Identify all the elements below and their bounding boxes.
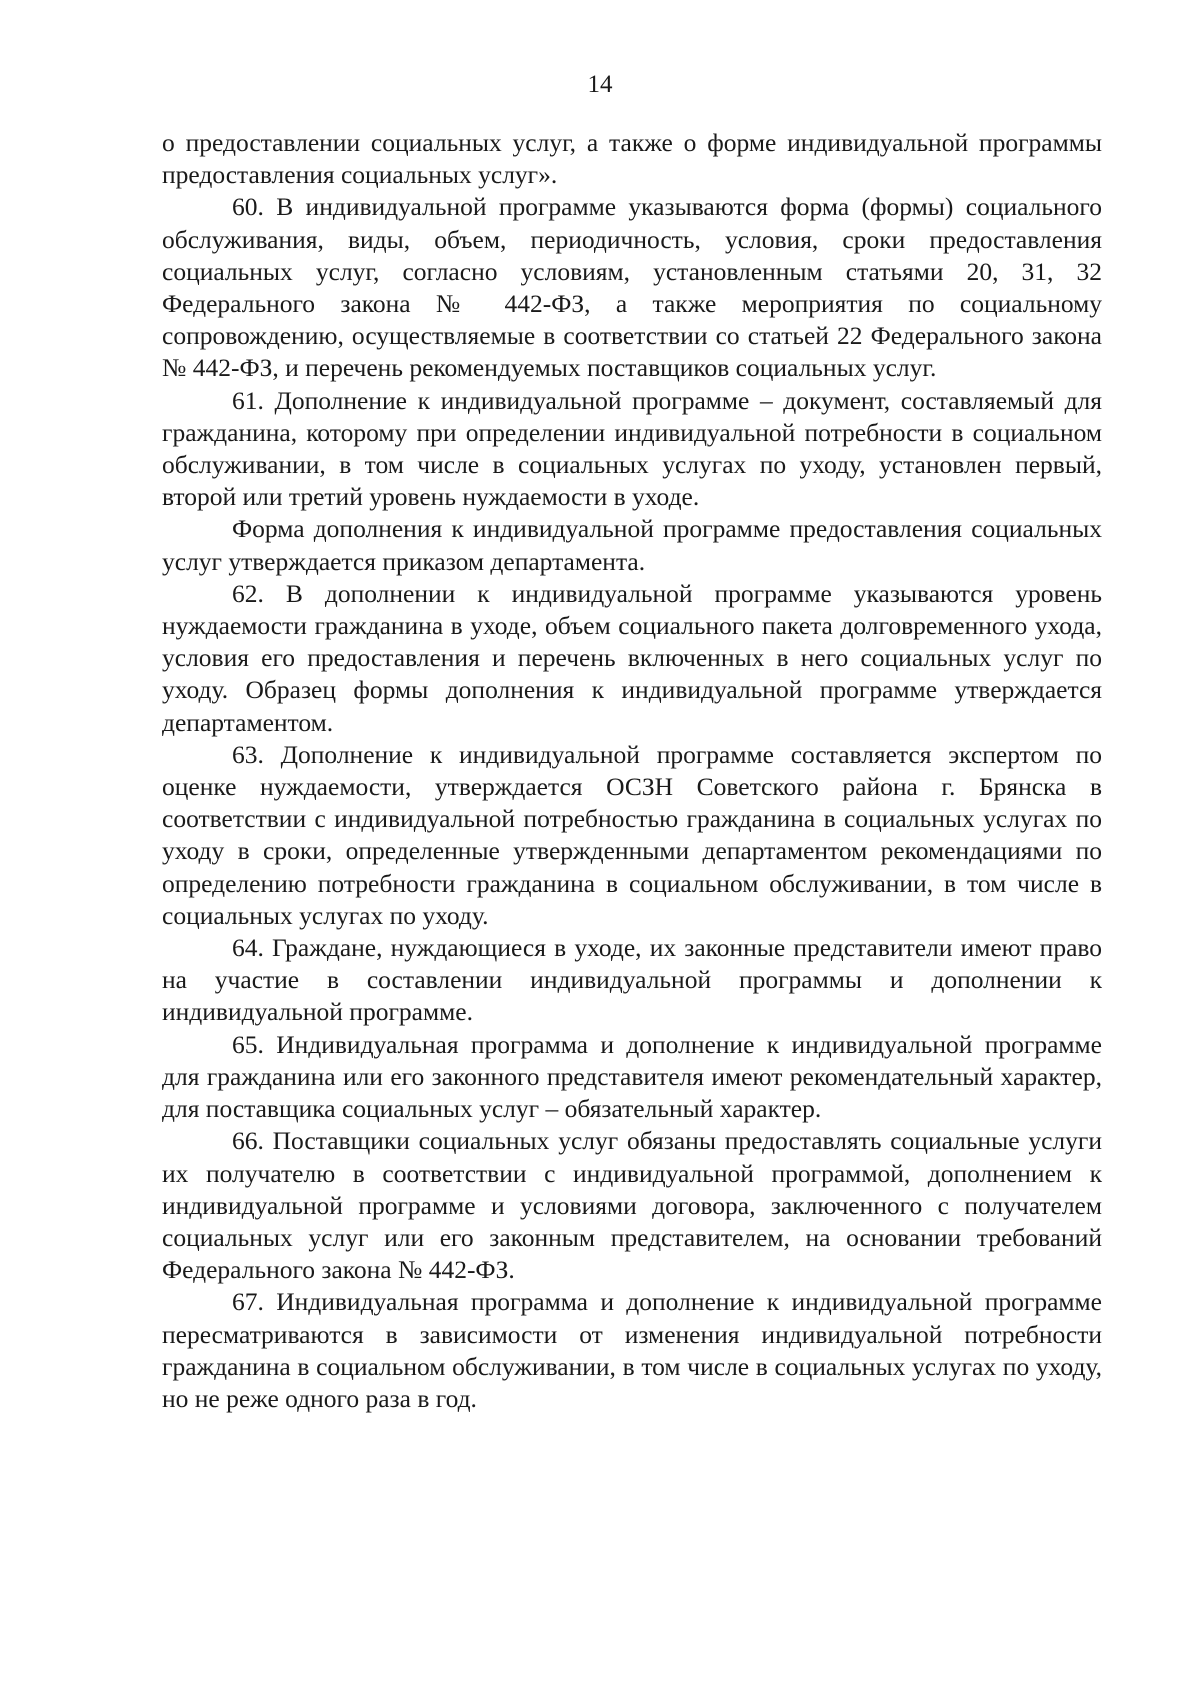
page-number: 14 <box>587 71 613 98</box>
paragraph-66: 66. Поставщики социальных услуг обязаны предоставлять социальные услуги их получателю в соответствии с индивидуальной программой, дополнением к индивидуальной программе и условиями договора, заключенного с получателем социальных услуг или его законным представителем, на основании требований Федерального закона № 442-ФЗ. <box>162 1126 1102 1285</box>
paragraph-63: 63. Дополнение к индивидуальной программе составляется экспертом по оценке нуждаемости, утверждается ОСЗН Советского района г. Брянска в соответствии с индивидуальной потребностью гражданина в социальных услугах по уходу в сроки, определенные утвержденными департаментом рекомендациями по определению потребности гражданина в социальном обслуживании, в том числе в социальных услугах по уходу. <box>162 739 1102 930</box>
paragraph-65: 65. Индивидуальная программа и дополнение к индивидуальной программе для гражданина или его законного представителя имеют рекомендательный характер, для поставщика социальных услуг – обязательный характер. <box>162 1029 1102 1124</box>
document-body <box>162 127 1102 1415</box>
paragraph-60: 60. В индивидуальной программе указываются форма (формы) социального обслуживания, виды, объем, периодичность, условия, сроки предоставления социальных услуг, согласно условиям, установленным статьями 20, 31, 32 Федерального закона № 442-ФЗ, а также мероприятия по социальному сопровождению, осуществляемые в соответствии со статьей 22 Федерального закона № 442-ФЗ, и перечень рекомендуемых поставщиков социальных услуг. <box>162 192 1102 383</box>
paragraph-64: 64. Граждане, нуждающиеся в уходе, их законные представители имеют право на участие в составлении индивидуальной программы и дополнении к индивидуальной программе. <box>162 933 1102 1027</box>
paragraph-61-form: Форма дополнения к индивидуальной программе предоставления социальных услуг утверждается приказом департамента. <box>162 514 1102 576</box>
paragraph-62: 62. В дополнении к индивидуальной программе указываются уровень нуждаемости гражданина в уходе, объем социального пакета долговременного ухода, условия его предоставления и перечень включенных в него социальных услуг по уходу. Образец формы дополнения к индивидуальной программе утверждается департаментом. <box>162 578 1102 737</box>
paragraph-67: 67. Индивидуальная программа и дополнение к индивидуальной программе пересматриваются в зависимости от изменения индивидуальной потребности гражданина в социальном обслуживании, в том числе в социальных услугах по уходу, но не реже одного раза в год. <box>162 1287 1102 1413</box>
paragraph-continuation: о предоставлении социальных услуг, а также о форме индивидуальной программы предоставления социальных услуг». <box>162 128 1102 190</box>
paragraph-61: 61. Дополнение к индивидуальной программе – документ, составляемый для гражданина, которому при определении индивидуальной потребности в социальном обслуживании, в том числе в социальных услугах по уходу, установлен первый, второй или третий уровень нуждаемости в уходе. <box>162 385 1102 512</box>
